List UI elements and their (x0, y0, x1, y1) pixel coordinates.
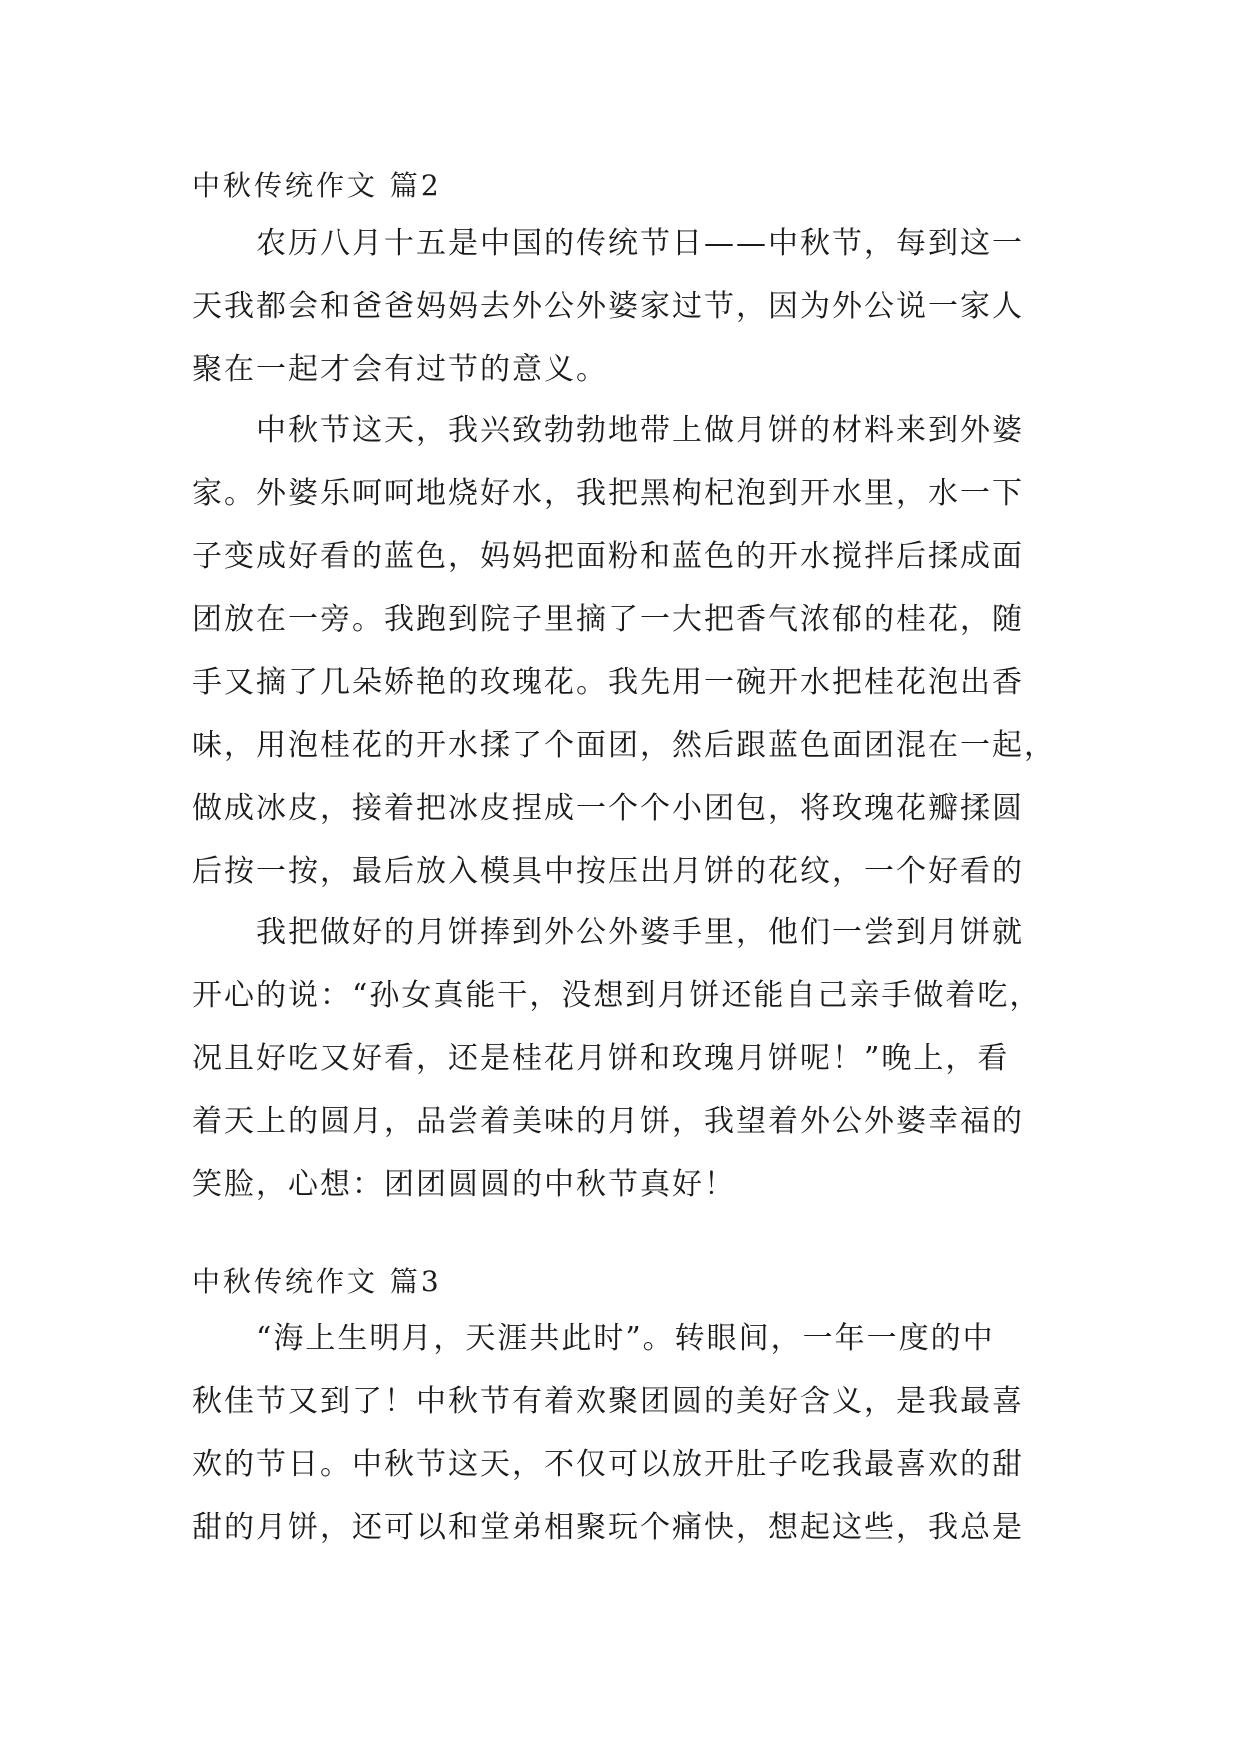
paragraph-line: 子变成好看的蓝色，妈妈把面粉和蓝色的开水搅拌后揉成面 (192, 539, 1024, 574)
paragraph-line: 后按一按，最后放入模具中按压出月饼的花纹，一个好看的 (192, 854, 1024, 889)
paragraph-line: 家。外婆乐呵呵地烧好水，我把黑枸杞泡到开水里，水一下 (192, 476, 1024, 511)
paragraph-line: 团放在一旁。我跑到院子里摘了一大把香气浓郁的桂花，随 (192, 602, 1024, 637)
paragraph (192, 212, 1052, 401)
paragraph-line: 我把做好的月饼捧到外公外婆手里，他们一尝到月饼就 (256, 915, 1024, 950)
paragraph-line: 着天上的圆月，品尝着美味的月饼，我望着外公外婆幸福的 (192, 1104, 1024, 1139)
paragraph-line: 甜的月饼，还可以和堂弟相聚玩个痛快，想起这些，我总是 (192, 1510, 1024, 1545)
paragraph-line: 开心的说：“孙女真能干，没想到月饼还能自己亲手做着吃， (192, 978, 1042, 1013)
paragraph-line: 做成冰皮，接着把冰皮捏成一个个小团包，将玫瑰花瓣揉圆 (192, 791, 1024, 826)
section-title: 中秋传统作文 篇3 (192, 1265, 442, 1298)
paragraph-line: 农历八月十五是中国的传统节日——中秋节，每到这一 (256, 226, 1024, 261)
paragraph-line: 欢的节日。中秋节这天，不仅可以放开肚子吃我最喜欢的甜 (192, 1447, 1024, 1482)
section-title: 中秋传统作文 篇2 (192, 169, 442, 202)
paragraph-line: 天我都会和爸爸妈妈去外公外婆家过节，因为外公说一家人 (192, 289, 1024, 324)
paragraph-line: 况且好吃又好看，还是桂花月饼和玫瑰月饼呢！”晚上，看 (192, 1041, 1010, 1076)
paragraph-line: 味，用泡桂花的开水揉了个面团，然后跟蓝色面团混在一起， (192, 728, 1056, 763)
paragraph-line: 笑脸，心想：团团圆圆的中秋节真好！ (192, 1167, 736, 1202)
paragraph (192, 901, 1052, 1216)
paragraph-line: 手又摘了几朵娇艳的玫瑰花。我先用一碗开水把桂花泡出香 (192, 665, 1024, 700)
paragraph-line: 聚在一起才会有过节的意义。 (192, 352, 608, 387)
paragraph-line: “海上生明月，天涯共此时”。转眼间，一年一度的中 (256, 1321, 995, 1356)
paragraph-line: 中秋节这天，我兴致勃勃地带上做月饼的材料来到外婆 (256, 413, 1024, 448)
paragraph-line: 秋佳节又到了！中秋节有着欢聚团圆的美好含义，是我最喜 (192, 1384, 1024, 1419)
paragraph (192, 1307, 1052, 1559)
paragraph (192, 399, 1056, 903)
